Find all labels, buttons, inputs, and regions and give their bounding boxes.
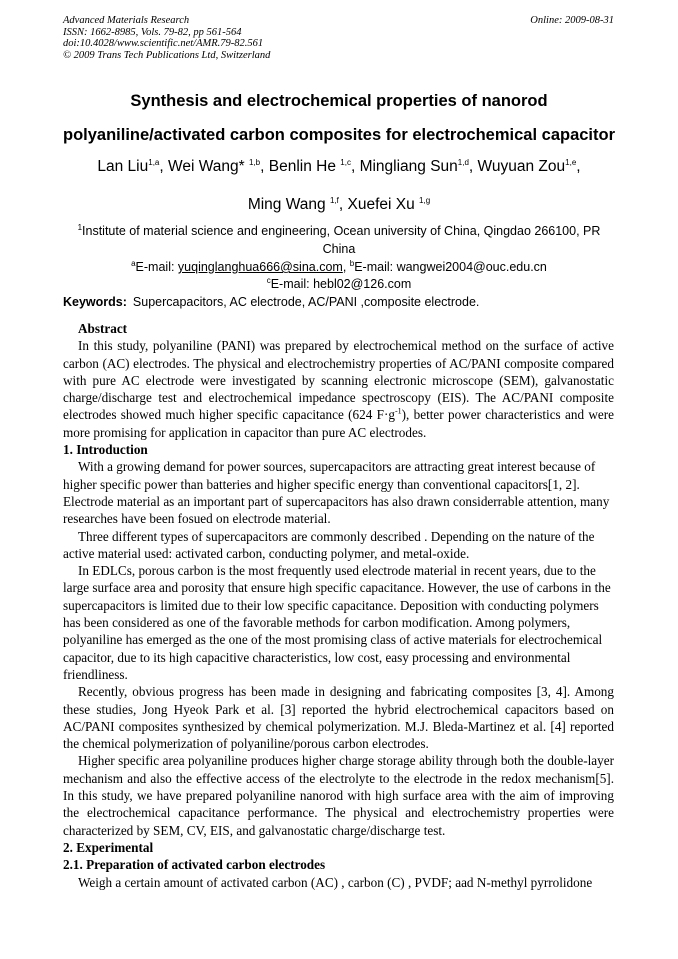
abstract-heading: Abstract <box>78 321 128 336</box>
author-list-line-2 <box>0 196 678 214</box>
email-line-c: $^c$E-mail: hebl02@126.com <box>266 275 412 291</box>
copyright-line: © 2009 Trans Tech Publications Ltd, Switzerland <box>63 49 271 61</box>
keywords-label: Keywords: <box>63 295 127 309</box>
intro-paragraph: Three different types of supercapacitors are commonly described . Depending on the nature of the active material used: activated carbon, conducting polymer, and metal-oxide. <box>63 528 595 561</box>
doi-line: doi:10.4028/www.scientific.net/AMR.79-82.561 <box>63 38 264 49</box>
running-header-left <box>63 15 270 61</box>
author: Wuyuan Zou$^{1,e}$, <box>477 157 581 175</box>
online-date: Online: 2009-08-31 <box>530 15 614 26</box>
experimental-subheading: 2.1. Preparation of activated carbon electrodes <box>63 857 326 873</box>
intro-paragraph: With a growing demand for power sources, supercapacitors are attracting great interest because of higher specific power than batteries and higher specific energy than conventional capacitors[1, 2]. Electrode material as an important part of supercapacitors has also drawn considerrable attention, many researches have been fosued on electrode material. <box>63 459 610 527</box>
author: Mingliang Sun$^{1,d}$, <box>359 157 478 175</box>
intro-paragraph: Recently, obvious progress has been made in designing and fabricating composites [3, 4]. Among these studies, Jong Hyeok Park et al. [3] reported the hybrid electrochemical capacitors based on AC/PANI composites synthesized by chemical polymerization. M.J. Bleda-Martinez et al. [4] reported the chemical polymerization of polyaniline/porous carbon electrodes. <box>63 684 614 752</box>
author: Benlin He $^{1,c}$, <box>268 157 360 175</box>
intro-paragraph: In EDLCs, porous carbon is the most frequently used electrode material in recent years, due to the large surface area and porosity that ensure high specific capacitance. However, the use of carbons in the supercapacitors is limited due to their low specific capacitance. Deposition with conducting polymers has been considered as one of the favorable methods for carbon modification. Among polymers, polyaniline has emerged as the one of the most promising class of active materials for electrochemical capacitor, due to its high capacitive characteristics, low cost, easy processing and environmental friendliness. <box>63 563 611 682</box>
experimental-paragraph: Weigh a certain amount of activated carbon (AC) , carbon (C) , PVDF; aad N-methyl pyrrolidone <box>78 874 593 890</box>
author: Wei Wang* $^{1,b}$, <box>168 157 269 175</box>
issn-line: ISSN: 1662-8985, Vols. 79-82, pp 561-564 <box>63 26 242 38</box>
affiliation-line-1: $^1$Institute of material science and engineering, Ocean university of China, Qingdao 266100, PR <box>77 222 601 238</box>
keywords-text: Supercapacitors, AC electrode, AC/PANI ,composite electrode. <box>132 295 480 309</box>
email-line-ab: $^a$E-mail: yuqinglanghua666@sina.com, $^b$E-mail: wangwei2004@ouc.edu.cn <box>131 258 547 274</box>
email-link[interactable]: yuqinglanghua666@sina.com <box>177 260 343 274</box>
intro-paragraph: Higher specific area polyaniline produces higher charge storage ability through both the double-layer mechanism and also the effective access of the electrolyte to the electrode in the redox mechanism[5]. In this study, we have prepared polyaniline nanorod with high surface area with the aim of improving the electrochemical capacitance performance. The physical and electrochemistry properties were characterized by SEM, CV, EIS, and galvanostatic charge/discharge test. <box>63 753 614 838</box>
journal-name: Advanced Materials Research <box>63 15 190 26</box>
abstract-paragraph: In this study, polyaniline (PANI) was prepared by electrochemical method on the surface of active carbon (AC) electrodes. The physical and electrochemistry properties of AC/PANI composite compared with pure AC electrode were investigated by scanning electronic microscope (SEM), galvanostatic charge/discharge test and electrochemical impedance spectroscopy (EIS). The AC/PANI composite electrodes showed much higher specific capacitance (624 $F\cdot g^{-1}$), better power characteristics and were more promising for application in capacitor than pure AC electrodes. <box>63 338 614 440</box>
keywords <box>63 295 479 309</box>
intro-heading: 1. Introduction <box>63 442 148 458</box>
author-list-line-1 <box>0 158 678 176</box>
affiliation-line-2: China <box>322 242 356 256</box>
author: Lan Liu$^{1,a}$, <box>97 157 168 175</box>
author: Ming Wang $^{1,f}$, <box>247 195 348 213</box>
author: Xuefei Xu $^{1,g}$ <box>347 195 431 213</box>
experimental-heading: 2. Experimental <box>63 839 154 855</box>
body-text <box>63 320 614 891</box>
paper-title-line-2: polyaniline/activated carbon composites for electrochemical capacitor <box>62 126 616 144</box>
paper-title-line-1: Synthesis and electrochemical properties of nanorod <box>130 92 548 110</box>
